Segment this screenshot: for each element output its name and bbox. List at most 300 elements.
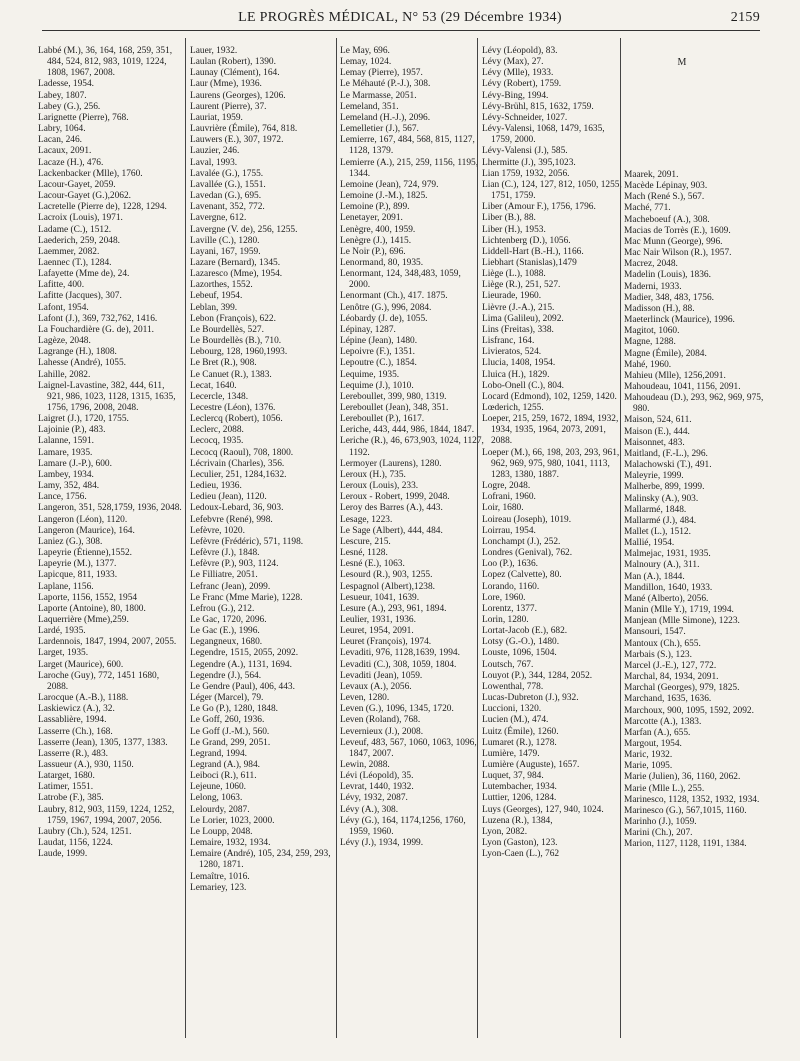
index-entry: Ledoux-Lebard, 36, 903. — [190, 503, 284, 514]
index-entry: Maitland, (F.-L.), 296. — [624, 448, 708, 459]
index-column-1 — [38, 46, 182, 860]
index-entry: Lance, 1756. — [38, 492, 87, 503]
index-entry: Maeterlinck (Maurice), 1996. — [624, 315, 735, 326]
index-entry: Laederich, 259, 2048. — [38, 235, 121, 246]
index-entry: Lamare, 1935. — [38, 447, 93, 458]
index-entry: Le Bourdellès, 527. — [190, 324, 264, 335]
index-entry: Lemay, 1024. — [340, 57, 392, 68]
index-entry: Mandillon, 1640, 1933. — [624, 582, 713, 593]
index-entry: Lortat-Jacob (E.), 682. — [482, 626, 568, 637]
index-entry: Lorando, 1160. — [482, 581, 540, 592]
index-entry: Laigret (J.), 1720, 1755. — [38, 414, 129, 425]
index-entry: Lasserre (Jean), 1305, 1377, 1383. — [38, 737, 168, 748]
index-entry: Laquerrière (Mme),259. — [38, 614, 129, 625]
index-entry: Ledieu (Jean), 1120. — [190, 492, 267, 503]
index-entry: Lévy (J.), 1934, 1999. — [340, 838, 424, 849]
index-entry: Larignette (Pierre), 768. — [38, 112, 129, 123]
index-entry: Lebourg, 128, 1960,1993. — [190, 347, 288, 358]
index-entry: Laude, 1999. — [38, 849, 88, 860]
index-entry: Macheboeuf (A.), 308. — [624, 214, 710, 225]
index-entry: Ledieu, 1936. — [190, 481, 242, 492]
index-entry: Luquet, 37, 984. — [482, 771, 544, 782]
index-entry: Locard (Edmond), 102, 1259, 1420. — [482, 391, 617, 402]
index-entry: Mané (Alberto), 2056. — [624, 593, 709, 604]
index-entry: Laroche (Guy), 772, 1451 1680, 2088. — [38, 670, 160, 692]
index-entry: Lafont (J.), 369, 732,762, 1416. — [38, 313, 158, 324]
index-entry: Laville (C.), 1280. — [190, 235, 260, 246]
index-entry: Lemariey, 123. — [190, 882, 247, 893]
index-entry: Mallet (L.), 1512. — [624, 527, 691, 537]
index-entry: Liddell-Hart (B.-H.), 1166. — [482, 246, 584, 257]
index-entry: Lemeland, 351. — [340, 101, 399, 112]
index-entry: Lévy (G.), 164, 1174,1256, 1760, 1959, 1960. — [340, 815, 466, 837]
index-entry: Mallarmé (J.), 484. — [624, 515, 697, 526]
index-entry: Lardennois, 1847, 1994, 2007, 2055. — [38, 637, 177, 648]
index-entry: Macias de Torrès (E.), 1609. — [624, 225, 731, 236]
index-entry: Lévy (A.), 308. — [340, 804, 399, 815]
index-entry: Lapicque, 811, 1933. — [38, 570, 118, 581]
index-entry: Lecocq (Raoul), 708, 1800. — [190, 447, 294, 458]
index-entry: Loireau (Joseph), 1019. — [482, 514, 572, 525]
index-entry: Le Marmasse, 2051. — [340, 90, 417, 101]
index-entry: Lévy-Valensi (J.), 585. — [482, 146, 568, 157]
index-entry: Legendre (J.), 564. — [190, 670, 262, 681]
index-entry: Laemmer, 2082. — [38, 246, 100, 257]
index-entry: Lauer, 1932. — [190, 46, 238, 56]
index-entry: Maché, 771. — [624, 203, 671, 214]
index-entry: Latarget, 1680. — [38, 771, 95, 782]
index-entry: Loeper, 215, 259, 1672, 1894, 1932, 1934, 1935, 1964, 2073, 2091, 2088. — [482, 414, 619, 447]
index-entry: Larget (Maurice), 600. — [38, 659, 124, 670]
index-entry: Mahoudeau (D.), 293, 962, 969, 975, 980. — [624, 393, 764, 415]
index-entry: Le Gac (E.), 1996. — [190, 626, 260, 637]
index-entry: Lefèvre, 1020. — [190, 525, 245, 536]
header-rule — [42, 30, 760, 31]
index-entry: Le Goff (J.-M.), 560. — [190, 726, 270, 737]
index-entry: Marchal, 84, 1934, 2091. — [624, 672, 719, 683]
index-entry: Leroux - Robert, 1999, 2048. — [340, 492, 450, 503]
index-entry: Latrobe (F.), 385. — [38, 793, 104, 804]
index-entry: Liber (B.), 88. — [482, 213, 536, 224]
index-entry: Luys (Georges), 127, 940, 1024. — [482, 804, 604, 815]
index-entry: Legendre, 1515, 2055, 2092. — [190, 648, 299, 659]
index-entry: Lafitte (Jacques), 307. — [38, 291, 122, 302]
index-entry: Le Goff, 260, 1936. — [190, 715, 265, 726]
index-entry: Marbais (S.), 123. — [624, 649, 692, 660]
index-entry: Legangneux, 1680. — [190, 637, 263, 648]
index-entry: Lereboullet (P.), 1617. — [340, 414, 425, 425]
index-entry: Leven (Roland), 768. — [340, 715, 421, 726]
index-entry: Lévy-Bing, 1994. — [482, 90, 549, 101]
index-entry: Liebhart (Stanislas),1479 — [482, 257, 577, 268]
index-entry: Le Filliatre, 2051. — [190, 570, 258, 581]
index-entry: Lesage, 1223. — [340, 514, 393, 525]
index-entry: Lackenbacker (Mlle), 1760. — [38, 168, 143, 179]
column-divider — [477, 38, 478, 1038]
index-entry: Lopez (Calvette), 80. — [482, 570, 562, 581]
index-entry: Lermoyer (Laurens), 1280. — [340, 458, 442, 469]
index-entry: Lacaze (H.), 476. — [38, 157, 104, 168]
index-entry: La Fouchardière (G. de), 2011. — [38, 324, 155, 335]
index-entry: Marie (Mlle L.), 255. — [624, 783, 705, 794]
index-entry: Lasserre (R.), 483. — [38, 748, 109, 759]
index-entry: Laignel-Lavastine, 382, 444, 611, 921, 986, 1023, 1128, 1315, 1635, 1756, 1796, 2008, 2048. — [38, 380, 176, 413]
index-entry: Larget, 1935. — [38, 648, 89, 659]
index-entry: Levaditi (Jean), 1059. — [340, 670, 423, 681]
index-entry: Marini (Ch.), 207. — [624, 828, 693, 839]
index-entry: Lemierre (A.), 215, 259, 1156, 1195, 1344. — [340, 157, 479, 179]
index-entry: Leblan, 399. — [190, 302, 238, 313]
index-entry: Le Canuet (R.), 1383. — [190, 369, 272, 380]
index-entry: Lapeyrie (M.), 1377. — [38, 559, 117, 570]
index-entry: Leiboci (R.), 611. — [190, 771, 257, 782]
index-entry: Mahoudeau, 1041, 1156, 2091. — [624, 381, 741, 392]
index-entry: Le Grand, 299, 2051. — [190, 737, 271, 748]
index-entry: Mahé, 1960. — [624, 359, 672, 370]
index-entry: Lenormand, 80, 1935. — [340, 257, 424, 268]
index-entry: Le Bret (R.), 908. — [190, 358, 257, 369]
index-entry: Le Méhauté (P.-J.), 308. — [340, 79, 431, 90]
index-entry: Legendre (A.), 1131, 1694. — [190, 659, 292, 670]
index-entry: Lefèvre (P.), 903, 1124. — [190, 559, 279, 570]
index-columns — [38, 38, 762, 1048]
index-entry: Lemoine (Jean), 724, 979. — [340, 179, 439, 190]
index-entry: Lalanne, 1591. — [38, 436, 94, 447]
index-entry: Lamare (J.-P.), 600. — [38, 458, 112, 469]
index-entry: Maison, 524, 611. — [624, 415, 692, 426]
index-entry: Lutembacher, 1934. — [482, 782, 557, 793]
index-entry: Lereboullet (Jean), 348, 351. — [340, 403, 449, 413]
index-entry: Lescure, 215. — [340, 536, 391, 547]
index-entry: Marinesco, 1128, 1352, 1932, 1934. — [624, 794, 760, 805]
index-entry: Lyon (Gaston), 123. — [482, 838, 558, 849]
index-entry: Loir, 1680. — [482, 503, 524, 514]
column-divider — [185, 38, 186, 1038]
index-entry: Lacour-Gayet (G.),2062. — [38, 191, 132, 202]
index-entry: Leuret (François), 1974. — [340, 637, 432, 648]
index-entry: Lian 1759, 1932, 2056. — [482, 168, 570, 179]
index-entry: Lemaire, 1932, 1934. — [190, 838, 271, 849]
index-entry: Lauriat, 1959. — [190, 112, 243, 123]
index-entry: Lévy (Robert), 1759. — [482, 79, 562, 90]
index-entry: Lemaître, 1016. — [190, 871, 250, 882]
index-entry: Lévy-Schneider, 1027. — [482, 112, 568, 123]
index-entry: Labry, 1064. — [38, 124, 86, 135]
index-entry: Marchoux, 900, 1095, 1592, 2092. — [624, 705, 754, 716]
section-letter: M — [677, 57, 687, 68]
index-entry: Lins (Freitas), 338. — [482, 324, 554, 335]
index-entry: Luttier, 1206, 1284. — [482, 793, 557, 804]
index-entry: Langeron, 351, 528,1759, 1936, 2048. — [38, 503, 182, 514]
index-entry: Lépinay, 1287. — [340, 324, 396, 335]
index-entry: Levernieux (J.), 2008. — [340, 726, 424, 737]
index-entry: Lafayette (Mme de), 24. — [38, 269, 130, 280]
index-entry: Malachowski (T.), 491. — [624, 460, 712, 471]
index-entry: Lemelletier (J.), 567. — [340, 124, 419, 135]
index-entry: Manin (Mlle Y.), 1719, 1994. — [624, 605, 734, 616]
index-entry: Malnoury (A.), 311. — [624, 560, 700, 571]
index-column-3 — [340, 46, 484, 849]
index-entry: Maison (E.), 444. — [624, 426, 690, 437]
index-entry: Laulan (Robert), 1390. — [190, 57, 276, 68]
index-entry: Luitz (Émile), 1260. — [482, 726, 559, 737]
index-entry: Lumaret (R.), 1278. — [482, 737, 557, 748]
index-entry: Lapeyrie (Étienne),1552. — [38, 548, 132, 559]
index-entry: Macède Lépinay, 903. — [624, 181, 708, 192]
index-entry: Layani, 167, 1959. — [190, 246, 261, 257]
index-entry: Lemierre, 167, 484, 568, 815, 1127, 1128, 1379. — [340, 135, 475, 157]
index-entry: Lahille, 2082. — [38, 369, 91, 380]
index-entry: Lereboullet, 399, 980, 1319. — [340, 391, 447, 402]
index-entry: Laskiewicz (A.), 32. — [38, 704, 115, 715]
index-entry: Maleyrie, 1999. — [624, 471, 684, 482]
index-entry: Lewin, 2088. — [340, 760, 390, 770]
index-entry: Leclercq (Robert), 1056. — [190, 414, 283, 425]
index-entry: Lahesse (André), 1055. — [38, 358, 126, 369]
index-entry: Lœderich, 1255. — [482, 403, 544, 413]
index-entry: Lesueur, 1041, 1639. — [340, 592, 420, 603]
index-entry: Larocque (A.-B.), 1188. — [38, 693, 129, 704]
index-entry: Leroux (H.), 735. — [340, 469, 406, 480]
index-entry: Lian (C.), 124, 127, 812, 1050, 1255, 1751, 1759. — [482, 179, 622, 202]
index-entry: Levrat, 1440, 1932. — [340, 782, 414, 793]
index-entry: Lotsy (G.-O.), 1480. — [482, 637, 560, 648]
index-entry: Leriche (R.), 46, 673,903, 1024, 1127, 1192. — [340, 436, 484, 458]
index-entry: Lévy-Valensi, 1068, 1479, 1635, 1759, 2000. — [482, 124, 605, 146]
index-entry: Livieratos, 524. — [482, 347, 542, 358]
index-entry: Laubry (Ch.), 524, 1251. — [38, 826, 132, 837]
index-entry: Loo (P.), 1636. — [482, 559, 538, 570]
index-entry: Mac Nair Wilson (R.), 1957. — [624, 248, 732, 259]
index-entry: Lauwers (E.), 307, 1972. — [190, 135, 284, 146]
index-entry: Marinesco (G.), 567,1015, 1160. — [624, 805, 747, 816]
index-entry: Le Loupp, 2048. — [190, 826, 253, 837]
index-entry: Malherbe, 899, 1999. — [624, 482, 705, 493]
index-entry: Lejeune, 1060. — [190, 782, 246, 793]
index-entry: Lepoutre (C.), 1854. — [340, 358, 417, 369]
index-entry: Marchand, 1635, 1636. — [624, 694, 712, 705]
index-entry: Lévy, 1932, 2087. — [340, 793, 408, 804]
index-entry: Lecocq, 1935. — [190, 436, 244, 447]
index-entry: Magne (Émile), 2084. — [624, 348, 707, 359]
index-entry: Lepoivre (F.), 1351. — [340, 347, 416, 358]
index-entry: Lemay (Pierre), 1957. — [340, 68, 423, 79]
index-entry: Mantoux (Ch.), 655. — [624, 638, 701, 649]
index-entry: Lesourd (R.), 903, 1255. — [340, 570, 433, 581]
index-entry: Leriche, 443, 444, 986, 1844, 1847. — [340, 425, 475, 436]
index-entry: Laudat, 1156, 1224. — [38, 838, 113, 849]
index-entry: Magne, 1288. — [624, 337, 676, 348]
index-entry: Lenetayer, 2091. — [340, 213, 403, 224]
index-entry: Lumière, 1479. — [482, 748, 540, 759]
index-entry: Laurent (Pierre), 37. — [190, 101, 267, 112]
index-entry: Laporte (Antoine), 80, 1800. — [38, 603, 146, 614]
index-entry: Le Bourdellès (B.), 710. — [190, 336, 282, 347]
index-entry: Luccioni, 1320. — [482, 704, 542, 715]
index-entry: Madier, 348, 483, 1756. — [624, 292, 714, 303]
index-entry: Lépine (Jean), 1480. — [340, 336, 418, 347]
index-entry: Lhermitte (J.), 395,1023. — [482, 157, 576, 168]
index-entry: Lévy-Brühl, 815, 1632, 1759. — [482, 101, 594, 112]
index-entry: Lavalée (G.), 1755. — [190, 168, 264, 179]
index-entry: Lieurade, 1960. — [482, 291, 542, 302]
index-entry: Lefèvre (J.), 1848. — [190, 548, 260, 559]
index-entry: Laubry, 812, 903, 1159, 1224, 1252, 1759, 1967, 1994, 2007, 2056. — [38, 804, 175, 826]
index-entry: Lelong, 1063. — [190, 793, 243, 804]
index-entry: Manjean (Mlle Simone), 1223. — [624, 616, 740, 627]
index-entry: Liège (R.), 251, 527. — [482, 280, 561, 291]
index-entry: Le Franc (Mme Marie), 1228. — [190, 592, 303, 603]
index-entry: Lemaire (André), 105, 234, 259, 293, 1280, 1871. — [190, 849, 331, 871]
index-entry: Loirrau, 1954. — [482, 525, 536, 536]
index-entry: Le May, 696. — [340, 46, 390, 56]
journal-title: LE PROGRÈS MÉDICAL, N° 53 (29 Décembre 1934) — [238, 10, 562, 25]
index-entry: Lobo-Onell (C.), 804. — [482, 380, 565, 391]
index-entry: Mahieu (Mlle), 1256,2091. — [624, 370, 726, 381]
index-entry: Langeron (Léon), 1120. — [38, 514, 128, 525]
index-entry: Louyot (P.), 344, 1284, 2052. — [482, 670, 593, 681]
index-entry: Logre, 2048. — [482, 481, 531, 492]
index-entry: Le Sage (Albert), 444, 484. — [340, 525, 443, 536]
index-entry: Marcel (J.-E.), 127, 772. — [624, 660, 717, 671]
index-entry: Leroy des Barres (A.), 443. — [340, 503, 443, 514]
index-entry: Lenormant (Ch.), 417. 1875. — [340, 291, 448, 302]
index-entry: Lorin, 1280. — [482, 614, 529, 625]
index-entry: Lecestre (Léon), 1376. — [190, 403, 276, 413]
index-entry: Leclerc, 2088. — [190, 425, 244, 436]
index-entry: Levaditi, 976, 1128,1639, 1994. — [340, 648, 460, 659]
index-entry: Marchal (Georges), 979, 1825. — [624, 683, 740, 694]
index-entry: Lesné, 1128. — [340, 548, 388, 559]
index-entry: Lonchampt (J.), 252. — [482, 536, 561, 547]
index-entry: Marinho (J.), 1059. — [624, 817, 697, 828]
index-entry: Louste, 1096, 1504. — [482, 648, 557, 659]
index-entry: Lelourdy, 2087. — [190, 804, 250, 815]
index-entry: Lagrange (H.), 1808. — [38, 347, 117, 358]
index-entry: Lasserre (Ch.), 168. — [38, 726, 113, 737]
index-entry: Macrez, 2048. — [624, 259, 678, 270]
index-entry: Laniez (G.), 308. — [38, 536, 103, 547]
index-entry: Lequime (J.), 1010. — [340, 380, 414, 391]
index-entry: Lacan, 246. — [38, 135, 82, 146]
index-entry: Laplane, 1156. — [38, 581, 94, 592]
page-header — [40, 8, 760, 30]
index-entry: Luzena (R.), 1384, — [482, 815, 553, 826]
index-entry: Lambey, 1934. — [38, 469, 94, 480]
index-entry: Levaditi (C.), 308, 1059, 1804. — [340, 659, 457, 670]
index-entry: Man (A.), 1844. — [624, 571, 685, 582]
index-entry: Lesné (E.), 1063. — [340, 559, 405, 570]
index-entry: Leveuf, 483, 567, 1060, 1063, 1096, 1847, 2007. — [340, 737, 477, 759]
index-entry: Lajoinie (P.), 483. — [38, 425, 106, 436]
index-entry: Langeron (Maurice), 164. — [38, 525, 135, 536]
index-entry: Leulier, 1931, 1936. — [340, 614, 416, 625]
index-entry: Laurens (Georges), 1206. — [190, 90, 286, 101]
index-entry: Lauzier, 246. — [190, 146, 240, 157]
index-entry: Lièvre (J.-A.), 215. — [482, 302, 555, 313]
index-entry: Lacroix (Louis), 1971. — [38, 213, 123, 224]
index-entry: Loeper (M.), 66, 198, 203, 293, 961, 962, 969, 975, 980, 1041, 1113, 1283, 1380, 1887. — [482, 447, 620, 480]
index-entry: Leroux (Louis), 233. — [340, 481, 419, 492]
index-entry: Lequime, 1935. — [340, 369, 400, 380]
index-entry: Llucia, 1408, 1954. — [482, 358, 556, 369]
index-entry: Lassueur (A.), 930, 1150. — [38, 760, 134, 770]
index-entry: Le Gendre (Paul), 406, 443. — [190, 681, 295, 692]
index-entry: Lenôtre (G.), 996, 2084. — [340, 302, 432, 313]
index-entry: Leculier, 251, 1284,1632. — [190, 469, 287, 480]
index-entry: Ladame (C.), 1512. — [38, 224, 112, 235]
index-entry: Madelin (Louis), 1836. — [624, 270, 711, 281]
index-entry: Lassablière, 1994. — [38, 715, 107, 726]
index-entry: Madisson (H.), 88. — [624, 303, 695, 314]
index-entry: Lima (Galileu), 2092. — [482, 313, 564, 324]
column-divider — [336, 38, 337, 1038]
index-entry: Malinsky (A.), 903. — [624, 493, 699, 504]
index-entry: Malmejac, 1931, 1935. — [624, 549, 711, 560]
index-entry: Laval, 1993. — [190, 157, 238, 168]
index-entry: Laur (Mme), 1936. — [190, 79, 262, 90]
index-entry: Lichtenberg (D.), 1056. — [482, 235, 571, 246]
column-divider — [620, 38, 621, 1038]
index-entry: Lemeland (H.-J.), 2096. — [340, 112, 431, 123]
index-entry: Maisonnet, 483. — [624, 437, 685, 448]
index-entry: Lespagnol (Albert),1238. — [340, 581, 436, 592]
index-entry: Mac Munn (George), 996. — [624, 236, 723, 247]
index-entry: Lucien (M.), 474. — [482, 715, 549, 726]
index-entry: Lumière (Auguste), 1657. — [482, 760, 580, 770]
index-entry: Lorentz, 1377. — [482, 603, 537, 614]
index-entry: Le Gac, 1720, 2096. — [190, 614, 267, 625]
index-entry: Lauvrière (Émile), 764, 818. — [190, 124, 298, 135]
index-entry: Lavergne (V. de), 256, 1255. — [190, 224, 298, 235]
index-entry: Leven, 1280. — [340, 693, 390, 704]
index-entry: Lavergne, 612. — [190, 213, 247, 224]
index-entry: Lacaux, 2091. — [38, 146, 92, 157]
index-entry: Lagèze, 2048. — [38, 336, 91, 347]
index-entry: Labbé (M.), 36, 164, 168, 259, 351, 484, 524, 812, 983, 1019, 1224, 1808, 1967, 2008. — [38, 46, 173, 79]
index-entry: Liber (Amour F.), 1756, 1796. — [482, 202, 596, 213]
index-entry: Lefèvre (Frédéric), 571, 1198. — [190, 536, 304, 547]
page-number: 2159 — [730, 10, 760, 25]
index-entry: Laporte, 1156, 1552, 1954 — [38, 592, 138, 603]
index-entry: Liège (L.), 1088. — [482, 269, 546, 280]
index-entry: Legrand (A.), 984. — [190, 760, 261, 770]
index-entry: Lefrou (G.), 212. — [190, 603, 255, 614]
index-entry: Legrand, 1994. — [190, 748, 248, 759]
index-entry: Léger (Marcel), 79. — [190, 693, 264, 704]
index-entry: Lazaresco (Mme), 1954. — [190, 269, 283, 280]
index-entry: Lévy (Léopold), 83. — [482, 46, 558, 56]
index-entry: Marfan (A.), 655. — [624, 727, 691, 738]
index-column-2 — [190, 46, 334, 894]
index-entry: Lavenant, 352, 772. — [190, 202, 265, 213]
index-entry: Lenègre (J.), 1415. — [340, 235, 412, 246]
index-entry: Lofrani, 1960. — [482, 492, 536, 503]
index-entry: Lecercle, 1348. — [190, 391, 249, 402]
index-entry: Latimer, 1551. — [38, 782, 94, 793]
index-entry: Le Lorier, 1023, 2000. — [190, 815, 275, 826]
index-entry: Lefranc (Jean), 2099. — [190, 581, 271, 592]
index-entry: Levaux (A.), 2056. — [340, 681, 412, 692]
index-entry: Marie, 1095. — [624, 761, 673, 772]
index-entry: Maderni, 1933. — [624, 281, 682, 292]
index-entry: Lavallée (G.), 1551. — [190, 179, 266, 190]
index-entry: Mallié, 1954. — [624, 538, 675, 549]
index-entry: Lardé, 1935. — [38, 626, 86, 637]
index-entry: Lebeuf, 1954. — [190, 291, 243, 302]
index-entry: Labey (G.), 256. — [38, 101, 101, 112]
index-entry: Lacretelle (Pierre de), 1228, 1294. — [38, 202, 167, 213]
